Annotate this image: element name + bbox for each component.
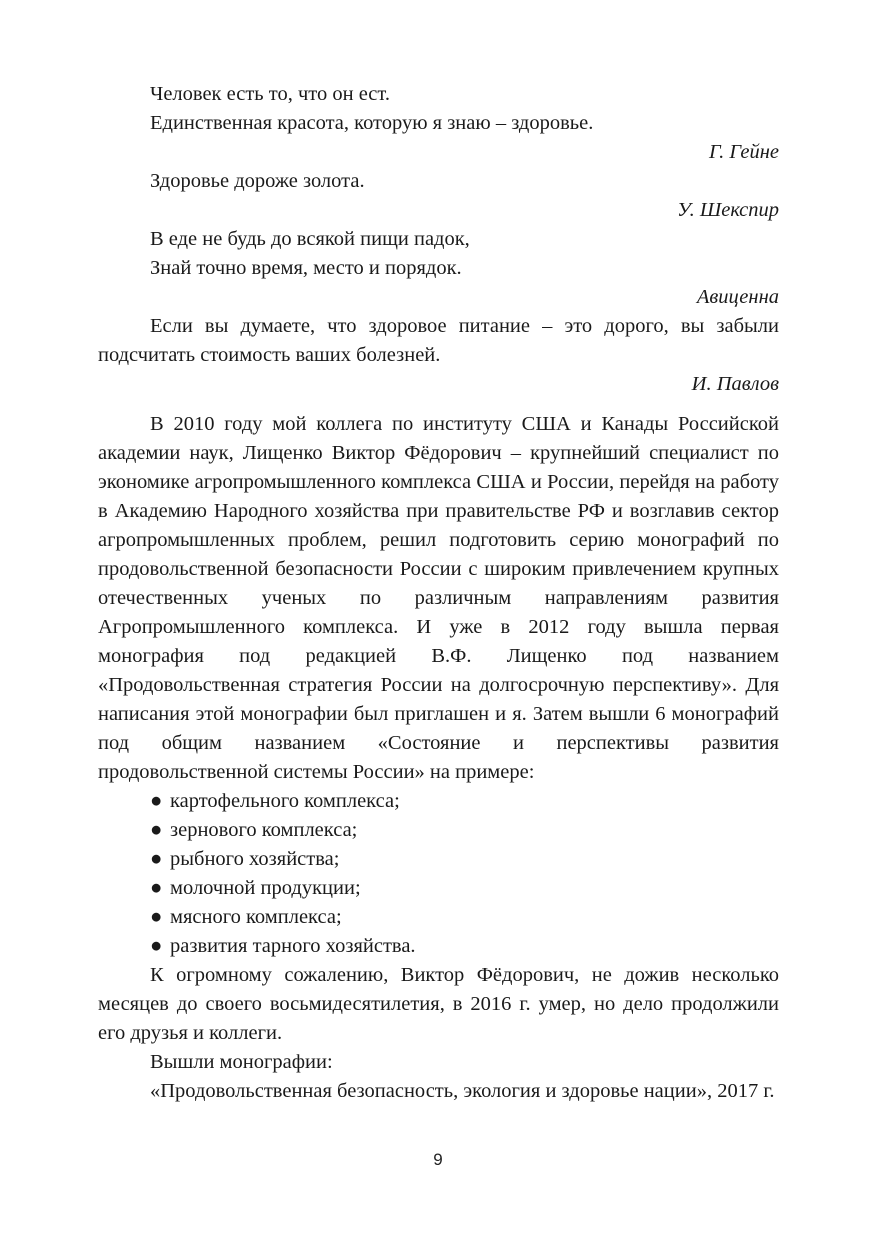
epigraph-author: У. Шекспир	[677, 199, 779, 221]
epigraph-pavlov	[98, 312, 779, 399]
monograph-entry: «Продовольственная безопасность, экология и здоровье нации», 2017 г.	[150, 1080, 775, 1102]
list-item	[98, 816, 779, 845]
list-item	[98, 932, 779, 961]
bullet-icon: ●	[150, 848, 163, 870]
after-list-paragraph: К огромному сожалению, Виктор Фёдорович, не дожив несколько месяцев до своего восьмидесятилетия, в 2016 г. умер, но дело продолжили его друзья и коллеги.	[98, 964, 779, 1044]
epigraph-line: Здоровье дороже золота.	[150, 170, 365, 192]
epigraph-line: Единственная красота, которую я знаю – здоровье.	[150, 112, 594, 134]
bullet-icon: ●	[150, 935, 163, 957]
list-item	[98, 903, 779, 932]
monographs-heading: Вышли монографии:	[150, 1051, 333, 1073]
page-content	[98, 80, 779, 1106]
epigraph-line: Знай точно время, место и порядок.	[150, 257, 462, 279]
epigraph-author: И. Павлов	[691, 373, 779, 395]
epigraph-avicenna	[98, 225, 779, 312]
epigraph-shakespeare	[98, 167, 779, 225]
epigraph-line: Человек есть то, что он ест.	[150, 83, 390, 105]
epigraph-heine	[98, 80, 779, 167]
epigraph-text: Если вы думаете, что здоровое питание – это дорого, вы забыли подсчитать стоимость ваших болезней.	[98, 315, 779, 366]
list-item-text: мясного комплекса;	[170, 906, 342, 928]
list-item-text: зернового комплекса;	[170, 819, 358, 841]
page-number: 9	[433, 1150, 443, 1169]
epigraph-author: Авиценна	[696, 286, 779, 308]
monograph-topic-list	[98, 787, 779, 961]
list-item	[98, 845, 779, 874]
bullet-icon: ●	[150, 906, 163, 928]
list-item-text: картофельного комплекса;	[170, 790, 400, 812]
bullet-icon: ●	[150, 819, 163, 841]
list-item-text: молочной продукции;	[170, 877, 361, 899]
bullet-icon: ●	[150, 790, 163, 812]
list-item	[98, 787, 779, 816]
list-item-text: рыбного хозяйства;	[170, 848, 340, 870]
bullet-icon: ●	[150, 877, 163, 899]
intro-paragraph: В 2010 году мой коллега по институту США и Канады Российской академии наук, Лищенко Виктор Фёдорович – крупнейший специалист по экономике агропромышленного комплекса США и России, перейдя на работу в Академию Народного хозяйства при правительстве РФ и возглавив сектор агропромышленных проблем, решил подготовить серию монографий по продовольственной безопасности России с широким привлечением крупных отечественных ученых по различным направлениям развития Агропромышленного комплекса. И уже в 2012 году вышла первая монография под редакцией В.Ф. Лищенко под названием «Продовольственная стратегия России на долгосрочную перспективу». Для написания этой монографии был приглашен и я. Затем вышли 6 монографий под общим названием «Состояние и перспективы развития продовольственной системы России» на примере:	[98, 413, 779, 783]
epigraph-author: Г. Гейне	[708, 141, 779, 163]
list-item	[98, 874, 779, 903]
epigraph-line: В еде не будь до всякой пищи падок,	[150, 228, 470, 250]
list-item-text: развития тарного хозяйства.	[170, 935, 416, 957]
